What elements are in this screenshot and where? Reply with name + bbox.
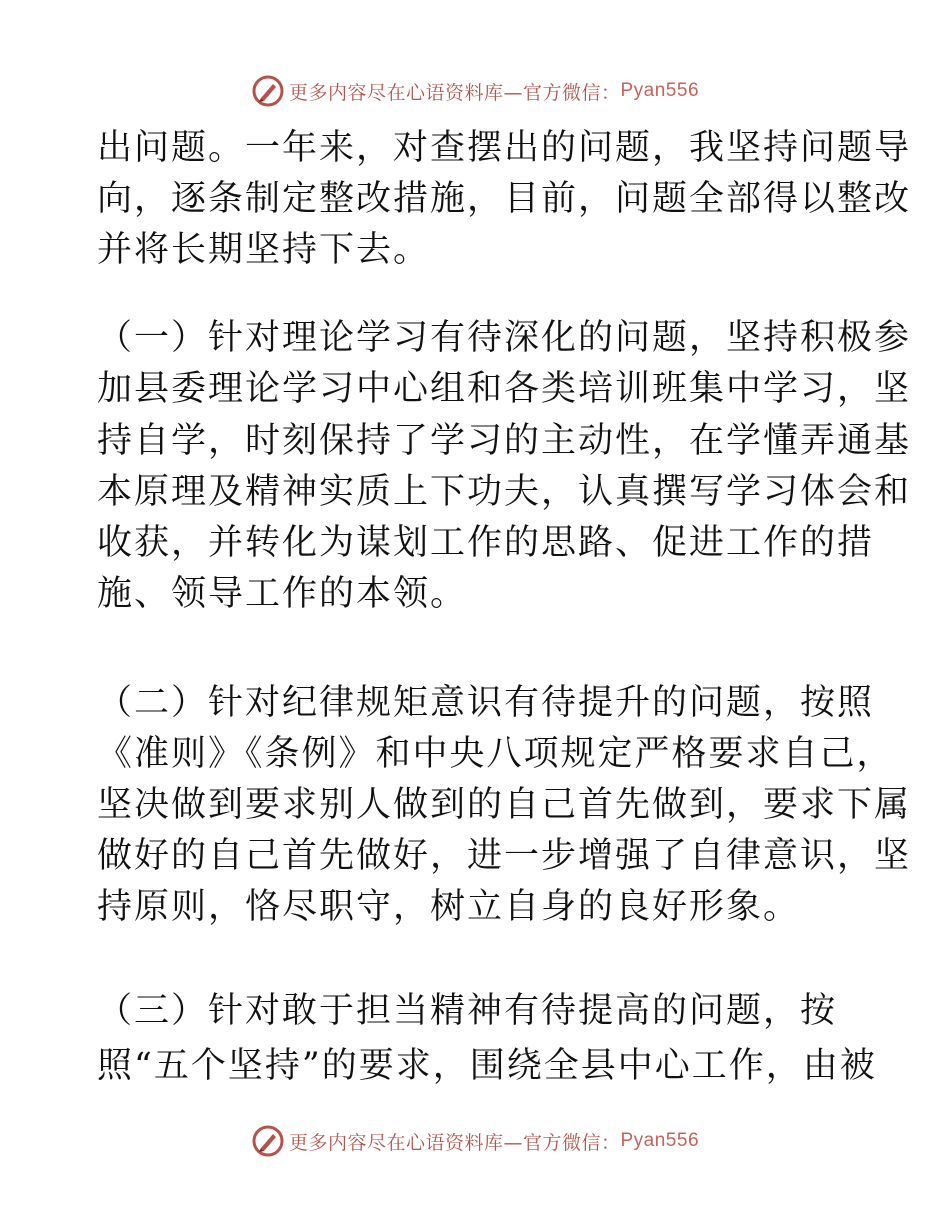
paragraph-3-line-1: （二）针对纪律规矩意识有待提升的问题，按照 [97,683,875,723]
paragraph-2-line-3: 持自学，时刻保持了学习的主动性，在学懂弄通基 [97,421,912,461]
paragraph-4-line-1: （三）针对敢于担当精神有待提高的问题，按 [97,991,838,1031]
paragraph-3-line-4: 做好的自己首先做好，进一步增强了自律意识，坚 [97,836,912,876]
banner-wechat-id: Pyan556 [620,80,700,101]
banner-text: 更多内容尽在心语资料库—官方微信： [288,1131,621,1154]
paragraph-3-line-5: 持原则，恪尽职守，树立自身的良好形象。 [97,887,801,927]
paragraph-2-line-1: （一）针对理论学习有待深化的问题，坚持积极参 [97,318,912,358]
paragraph-3-line-3: 坚决做到要求别人做到的自己首先做到，要求下属 [97,785,912,825]
paragraph-2-line-4: 本原理及精神实质上下功夫，认真撰写学习体会和 [97,472,912,512]
paragraph-1-line-3: 并将长期坚持下去。 [97,230,431,270]
paragraph-2-line-2: 加县委理论学习中心组和各类培训班集中学习，坚 [97,369,912,409]
pen-logo-icon [251,1124,285,1158]
paragraph-2-line-6: 施、领导工作的本领。 [97,574,468,614]
paragraph-2-line-5: 收获，并转化为谋划工作的思路、促进工作的措 [97,523,875,563]
paragraph-3-line-2: 《准则》《条例》和中央八项规定严格要求自己， [97,734,894,774]
banner-text: 更多内容尽在心语资料库—官方微信： [288,81,621,104]
banner-wechat-id: Pyan556 [620,1130,700,1151]
paragraph-4-line-2: 照“五个坚持”的要求，围绕全县中心工作，由被 [97,1046,877,1086]
paragraph-1-line-1: 出问题。一年来，对查摆出的问题，我坚持问题导 [97,128,912,168]
pen-logo-icon [251,74,285,108]
paragraph-1-line-2: 向，逐条制定整改措施，目前，问题全部得以整改 [97,179,912,219]
header-watermark-banner [0,71,950,111]
footer-watermark-banner [0,1121,950,1161]
